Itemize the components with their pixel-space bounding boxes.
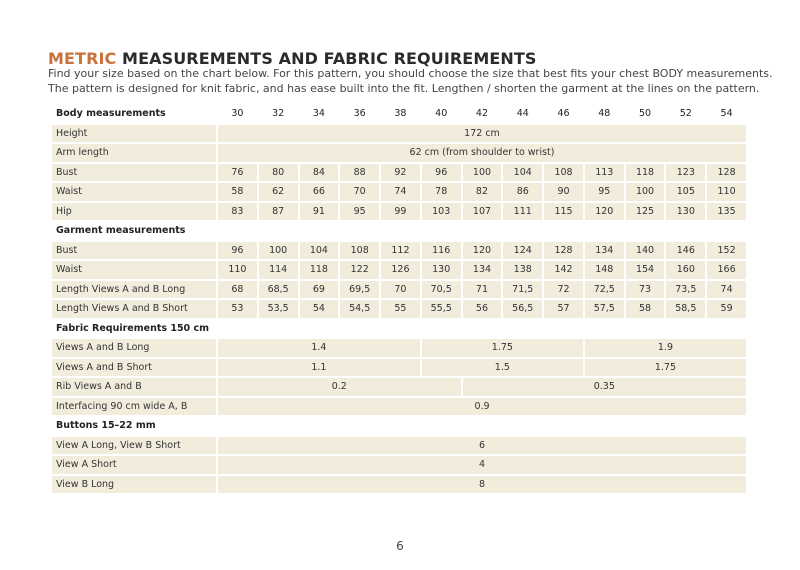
table-cell: 130 [666,203,705,221]
table-cell: 118 [626,164,665,182]
table-cell: 110 [218,261,257,279]
table-row [52,281,746,299]
table-cell: 134 [463,261,502,279]
table-cell: 53 [218,300,257,318]
table-cell: 100 [626,183,665,201]
table-cell: 123 [666,164,705,182]
table-cell: 53,5 [259,300,298,318]
table-cell: 135 [707,203,746,221]
measurements-table [50,103,748,495]
size-header: 50 [638,108,652,120]
merged-cell: 4 [218,456,746,474]
table-cell: 95 [340,203,379,221]
table-cell: 125 [626,203,665,221]
section-header-row [52,417,746,435]
size-header: 42 [475,108,489,120]
group-cell: 1.5 [422,359,583,377]
table-cell: 78 [422,183,461,201]
table-cell: 66 [300,183,339,201]
size-header: 38 [394,108,407,120]
table-cell: 154 [626,261,665,279]
section-header-row [52,222,746,240]
intro-text [48,67,773,96]
table-cell: 68 [218,281,257,299]
group-cell: 1.75 [422,339,583,357]
table-row [52,261,746,279]
size-header: 48 [598,108,611,120]
table-cell: 87 [259,203,298,221]
table-row [52,378,746,396]
row-label: Bust [52,164,216,182]
table-cell: 58 [218,183,257,201]
table-row [52,144,746,162]
buttons-header: Buttons 15–22 mm [56,420,156,432]
size-header: 46 [557,108,570,120]
merged-cell: 6 [218,437,746,455]
group-cell: 1.1 [218,359,420,377]
merged-cell: 62 cm (from shoulder to wrist) [218,144,746,162]
table-row [52,339,746,357]
table-cell: 70 [381,281,420,299]
section-header-row [52,320,746,338]
table-cell: 84 [300,164,339,182]
table-cell: 112 [381,242,420,260]
table-row [52,437,746,455]
table-cell: 72,5 [585,281,624,299]
table-cell: 100 [463,164,502,182]
table-cell: 105 [666,183,705,201]
title-rest: MEASUREMENTS AND FABRIC REQUIREMENTS [116,49,537,68]
table-cell: 110 [707,183,746,201]
size-header: 32 [272,108,285,120]
merged-cell: 8 [218,476,746,494]
row-label: Length Views A and B Short [52,300,216,318]
row-label: Length Views A and B Long [52,281,216,299]
table-cell: 90 [544,183,583,201]
table-cell: 115 [544,203,583,221]
merged-cell: 0.9 [218,398,746,416]
size-header: 44 [516,108,529,120]
row-label: Waist [52,261,216,279]
table-cell: 69,5 [340,281,379,299]
table-cell: 69 [300,281,339,299]
table-cell: 56 [463,300,502,318]
table-cell: 160 [666,261,705,279]
row-label: Waist [52,183,216,201]
table-cell: 128 [544,242,583,260]
table-cell: 107 [463,203,502,221]
table-row [52,300,746,318]
table-cell: 70 [340,183,379,201]
table-row [52,456,746,474]
table-cell: 58,5 [666,300,705,318]
table-cell: 99 [381,203,420,221]
table-cell: 113 [585,164,624,182]
table-cell: 76 [218,164,257,182]
table-cell: 108 [340,242,379,260]
table-cell: 91 [300,203,339,221]
intro-line-2: The pattern is designed for knit fabric, and has ease built into the fit. Lengthen / shorten the garment at the lines on the pattern. [48,81,760,95]
table-cell: 57,5 [585,300,624,318]
size-header: 34 [312,108,325,120]
table-row [52,203,746,221]
row-label: Height [52,125,216,143]
size-header: 54 [720,108,733,120]
table-row [52,164,746,182]
table-cell: 55,5 [422,300,461,318]
table-cell: 148 [585,261,624,279]
table-cell: 54 [300,300,339,318]
table-cell: 100 [259,242,298,260]
intro-line-1: Find your size based on the chart below. For this pattern, you should choose the size that best fits your chest BODY measurements. [48,67,773,80]
row-label: Views A and B Short [52,359,216,377]
row-label: Hip [52,203,216,221]
group-cell: 0.2 [218,378,461,396]
table-cell: 142 [544,261,583,279]
table-cell: 74 [381,183,420,201]
row-label: Interfacing 90 cm wide A, B [52,398,216,416]
table-cell: 55 [381,300,420,318]
table-cell: 58 [626,300,665,318]
row-label: View A Long, View B Short [52,437,216,455]
group-cell: 1.75 [585,359,746,377]
table-cell: 68,5 [259,281,298,299]
table-cell: 111 [503,203,542,221]
table-cell: 70,5 [422,281,461,299]
table-cell: 72 [544,281,583,299]
table-cell: 59 [707,300,746,318]
table-cell: 73,5 [666,281,705,299]
row-label: View B Long [52,476,216,494]
table-cell: 152 [707,242,746,260]
table-cell: 116 [422,242,461,260]
table-cell: 120 [463,242,502,260]
row-label: Arm length [52,144,216,162]
table-row [52,398,746,416]
table-row [52,242,746,260]
garment-measurements-header: Garment measurements [56,225,186,237]
row-label: Rib Views A and B [52,378,216,396]
size-header: 30 [231,108,244,120]
table-cell: 166 [707,261,746,279]
table-cell: 95 [585,183,624,201]
table-cell: 73 [626,281,665,299]
group-cell: 1.4 [218,339,420,357]
table-cell: 88 [340,164,379,182]
group-cell: 1.9 [585,339,746,357]
group-cell: 0.35 [463,378,746,396]
table-row [52,183,746,201]
fabric-requirements-header: Fabric Requirements 150 cm [56,322,210,334]
table-cell: 54,5 [340,300,379,318]
table-cell: 118 [300,261,339,279]
table-cell: 74 [707,281,746,299]
row-label: Views A and B Long [52,339,216,357]
table-row [52,359,746,377]
table-cell: 126 [381,261,420,279]
table-cell: 104 [503,164,542,182]
table-cell: 124 [503,242,542,260]
table-cell: 92 [381,164,420,182]
table-cell: 57 [544,300,583,318]
table-cell: 56,5 [503,300,542,318]
table-cell: 103 [422,203,461,221]
table-cell: 140 [626,242,665,260]
size-header: 40 [435,108,448,120]
merged-cell: 172 cm [218,125,746,143]
table-cell: 62 [259,183,298,201]
title-accent: METRIC [48,49,117,68]
table-cell: 146 [666,242,705,260]
table-cell: 122 [340,261,379,279]
row-label: Bust [52,242,216,260]
row-label: View A Short [52,456,216,474]
table-cell: 138 [503,261,542,279]
table-cell: 114 [259,261,298,279]
table-cell: 96 [218,242,257,260]
table-cell: 83 [218,203,257,221]
table-row [52,476,746,494]
table-cell: 71,5 [503,281,542,299]
page-title [48,49,537,68]
table-cell: 71 [463,281,502,299]
table-cell: 130 [422,261,461,279]
table-cell: 120 [585,203,624,221]
size-header: 52 [679,108,692,120]
table-cell: 96 [422,164,461,182]
table-cell: 134 [585,242,624,260]
table-cell: 82 [463,183,502,201]
table-cell: 108 [544,164,583,182]
body-measurements-header: Body measurements [56,108,166,120]
table-cell: 80 [259,164,298,182]
table-row [52,125,746,143]
table-cell: 86 [503,183,542,201]
page-number: 6 [396,539,404,553]
table-cell: 104 [300,242,339,260]
size-header: 36 [353,108,366,120]
table-header-row [52,105,746,123]
table-cell: 128 [707,164,746,182]
